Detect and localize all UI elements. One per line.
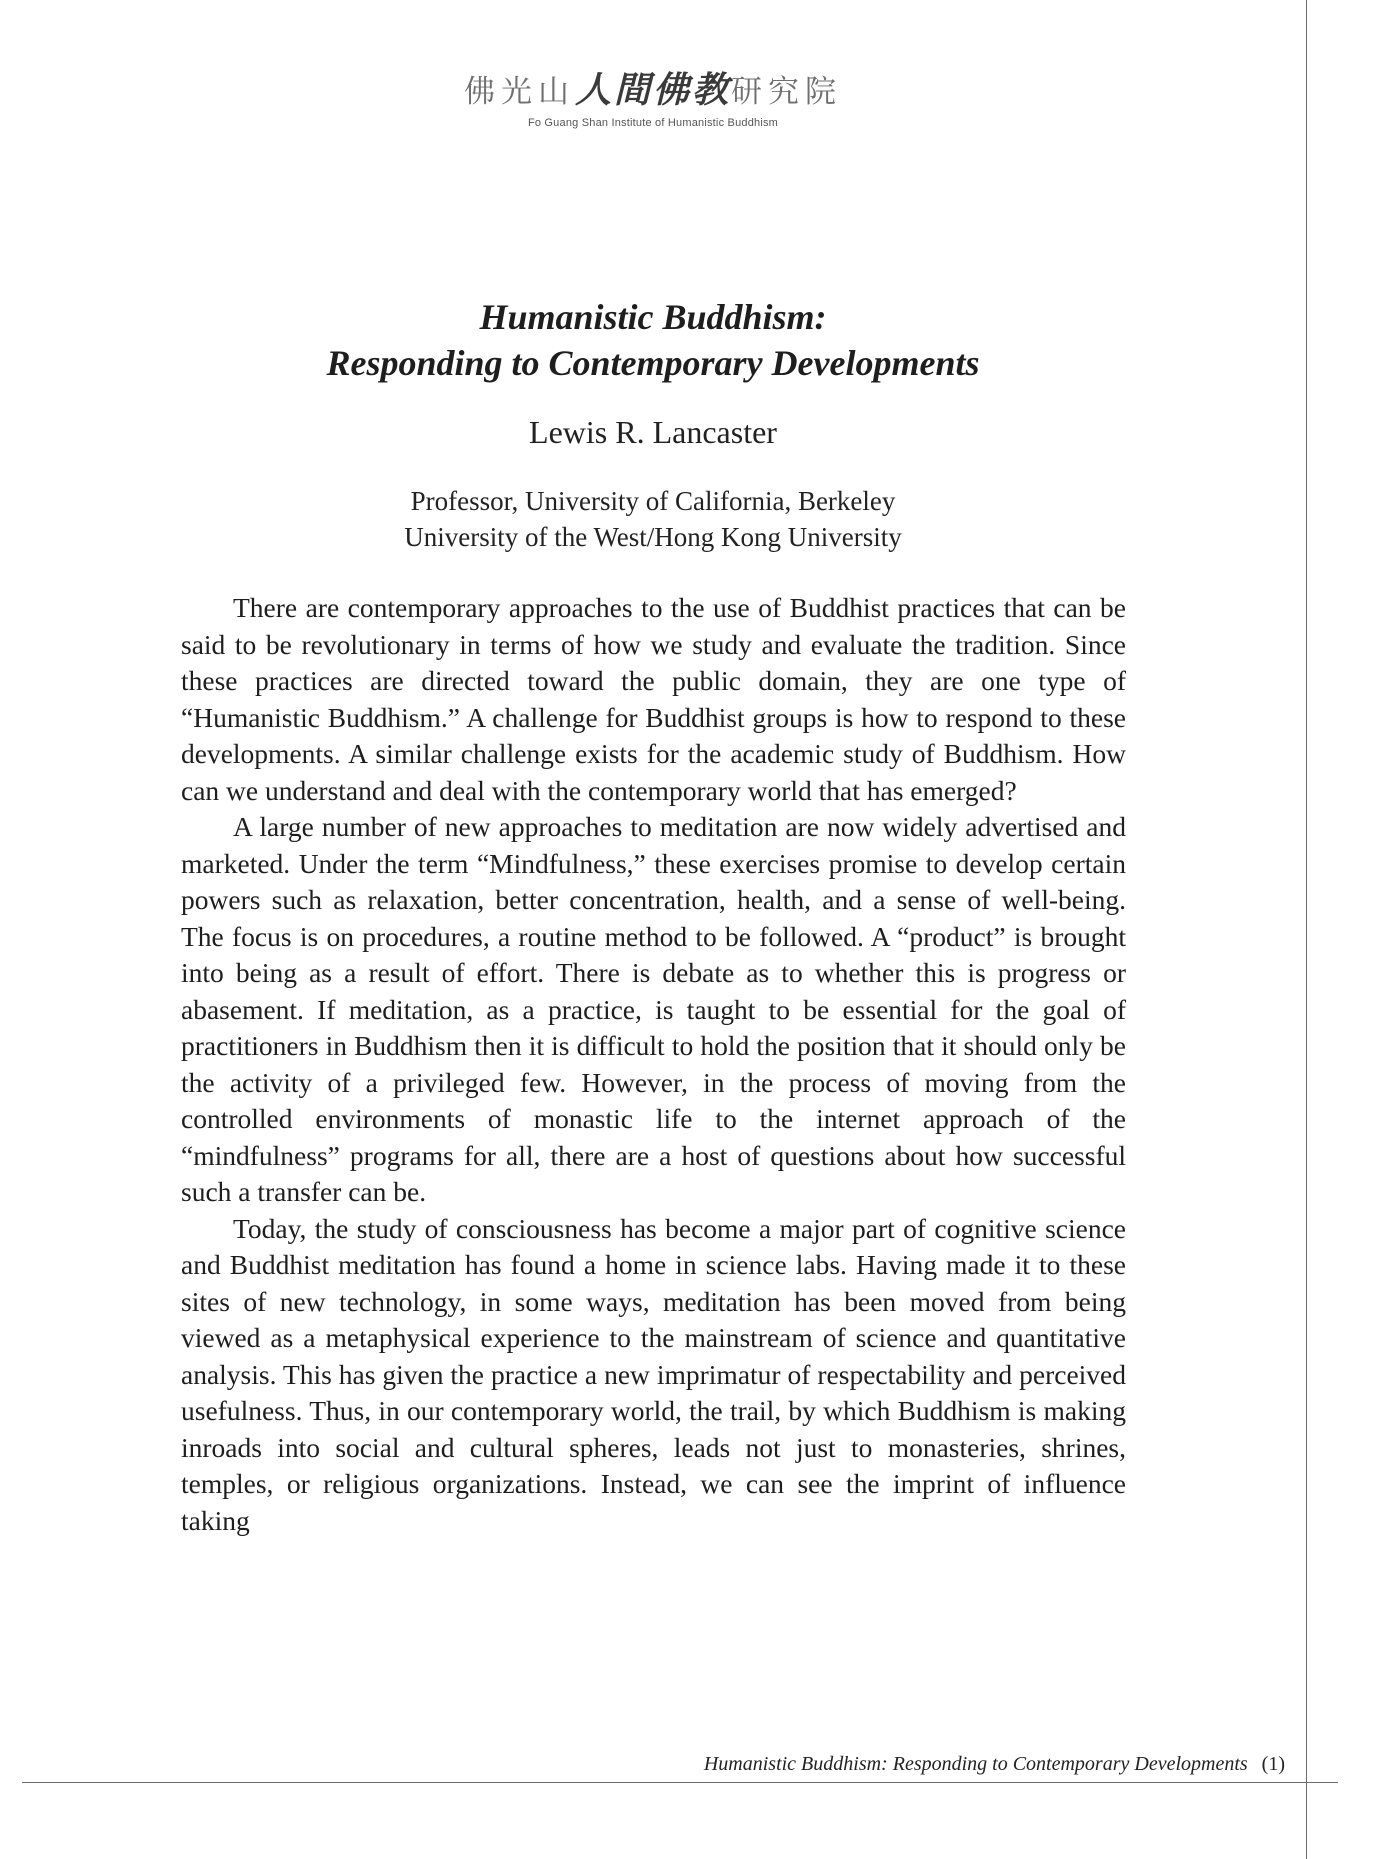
author-affiliation (0, 483, 1306, 555)
logo-mark (0, 62, 1306, 113)
logo-english-name: Fo Guang Shan Institute of Humanistic Buddhism (527, 117, 779, 129)
footer-rule (22, 1782, 1338, 1783)
body-paragraph: Today, the study of consciousness has become a major part of cognitive science and Buddhist meditation has found a home in science labs. Having made it to these sites of new technology, in some ways, meditation has been moved from being viewed as a metaphysical experience to the mainstream of science and quantitative analysis. This has given the practice a new imprimatur of respectability and perceived usefulness. Thus, in our contemporary world, the trail, by which Buddhism is making inroads into social and cultural spheres, leads not just to monasteries, shrines, temples, or religious organizations. Instead, we can see the imprint of influence taking (181, 1212, 1126, 1536)
title-line-1: Humanistic Buddhism: (479, 297, 827, 337)
running-title: Humanistic Buddhism: Responding to Contemporary Developments (703, 1753, 1248, 1775)
article-body (181, 590, 1126, 1539)
article-title (0, 294, 1306, 386)
logo-chinese: 佛光山 (463, 74, 575, 110)
logo-calligraphy: 人間佛教 (574, 70, 731, 111)
page-number: (1) (1261, 1753, 1285, 1775)
title-line-2: Responding to Contemporary Developments (326, 343, 980, 383)
body-paragraph: A large number of new approaches to meditation are now widely advertised and marketed. Under the term “Mindfulness,” these exercises promise to develop certain powers such as relaxation, better concentration, health, and a sense of well-being. The focus is on procedures, a routine method to be followed. A “product” is brought into being as a result of effort. There is debate as to whether this is progress or abasement. If meditation, as a practice, is taught to be essential for the goal of practitioners in Buddhism then it is difficult to hold the position that it should only be the activity of a privileged few. However, in the process of moving from the controlled environments of monastic life to the internet approach of the “mindfulness” programs for all, there are a host of questions about how successful such a transfer can be. (181, 811, 1126, 1207)
page-edge-vertical-rule (1306, 0, 1307, 1859)
page-footer (704, 1753, 1285, 1776)
institute-logo (0, 62, 1306, 129)
author-name: Lewis R. Lancaster (529, 414, 777, 450)
body-paragraph: There are contemporary approaches to the use of Buddhist practices that can be said to be revolutionary in terms of how we study and evaluate the tradition. Since these practices are directed toward the public domain, they are one type of “Humanistic Buddhism.” A challenge for Buddhist groups is how to respond to these developments. A similar challenge exists for the academic study of Buddhism. How can we understand and deal with the contemporary world that has emerged? (181, 592, 1126, 806)
affiliation-line-1: Professor, University of California, Berkeley (410, 486, 896, 516)
logo-suffix: 研究院 (731, 74, 842, 110)
affiliation-line-2: University of the West/Hong Kong University (404, 522, 902, 552)
